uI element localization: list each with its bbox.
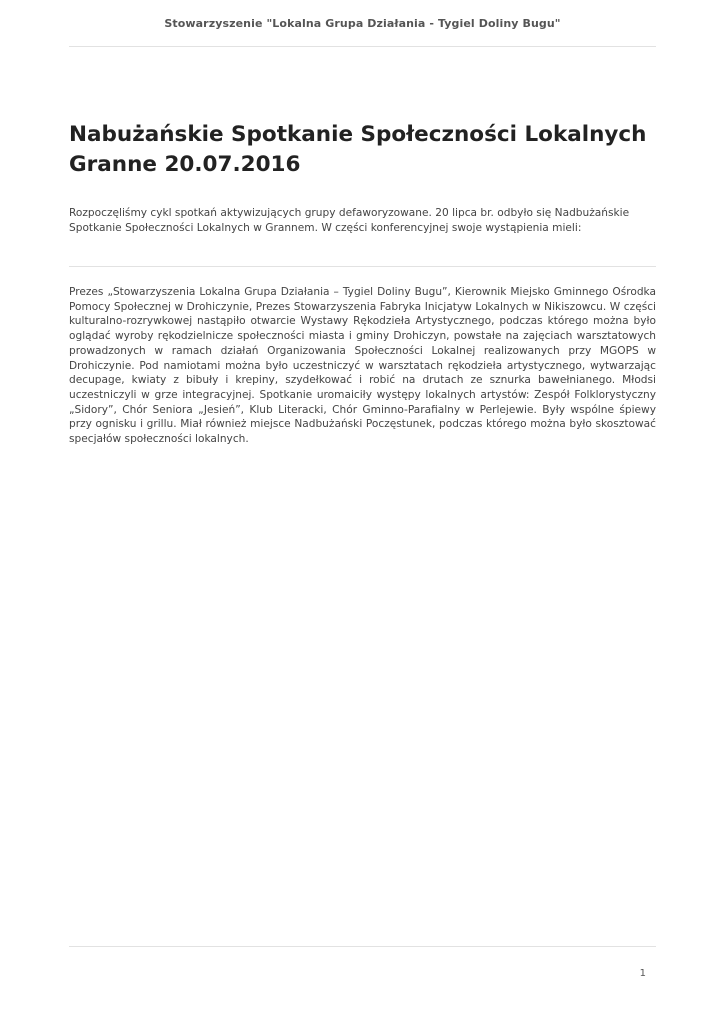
article-title: Nabużańskie Spotkanie Społeczności Lokalnych Granne 20.07.2016 [69, 122, 647, 177]
article-body: Prezes „Stowarzyszenia Lokalna Grupa Działania – Tygiel Doliny Bugu”, Kierownik Miejsko Gminnego Ośrodka Pomocy Społecznej w Drohiczynie, Prezes Stowarzyszenia Fabryka Inicjatyw Lokalnych w Nikiszowcu. W części kulturalno-rozrywkowej nastąpiło otwarcie Wystawy Rękodzieła Artystycznego, podczas którego można było oglądać wyroby rękodzielnicze społeczności miasta i gminy Drohiczyn, powstałe na zajęciach warsztatowych prowadzonych w ramach działań Organizowania Społeczności Lokalnej realizowanych przy MGOPS w Drohiczynie. Pod namiotami można było uczestniczyć w warsztatach rękodzieła artystycznego, wytwarzając decupage, kwiaty z bibuły i krepiny, szydełkować i robić na drutach ze sznurka bawełnianego. Młodsi uczestniczyli w grze integracyjnej. Spotkanie uromaiciły występy lokalnych artystów: Zespół Folklorystyczny „Sidory”, Chór Seniora „Jesień”, Klub Literacki, Chór Gminno-Parafialny w Perlejewie. Były wspólne śpiewy przy ognisku i grillu. Miał również miejsce Nadbużański Poczęstunek, podczas którego można było skosztować specjałów społeczności lokalnych. [69, 286, 656, 446]
section-divider [69, 266, 656, 267]
header-divider [69, 46, 656, 47]
page-header: Stowarzyszenie "Lokalna Grupa Działania - Tygiel Doliny Bugu" [164, 17, 561, 30]
article-intro: Rozpoczęliśmy cykl spotkań aktywizujących grupy defaworyzowane. 20 lipca br. odbyło się Nadbużańskie Spotkanie Społeczności Lokalnych w Grannem. W części konferencyjnej swoje wystąpienia mieli: [69, 207, 630, 234]
footer-divider [69, 946, 656, 947]
page-number: 1 [639, 968, 646, 979]
